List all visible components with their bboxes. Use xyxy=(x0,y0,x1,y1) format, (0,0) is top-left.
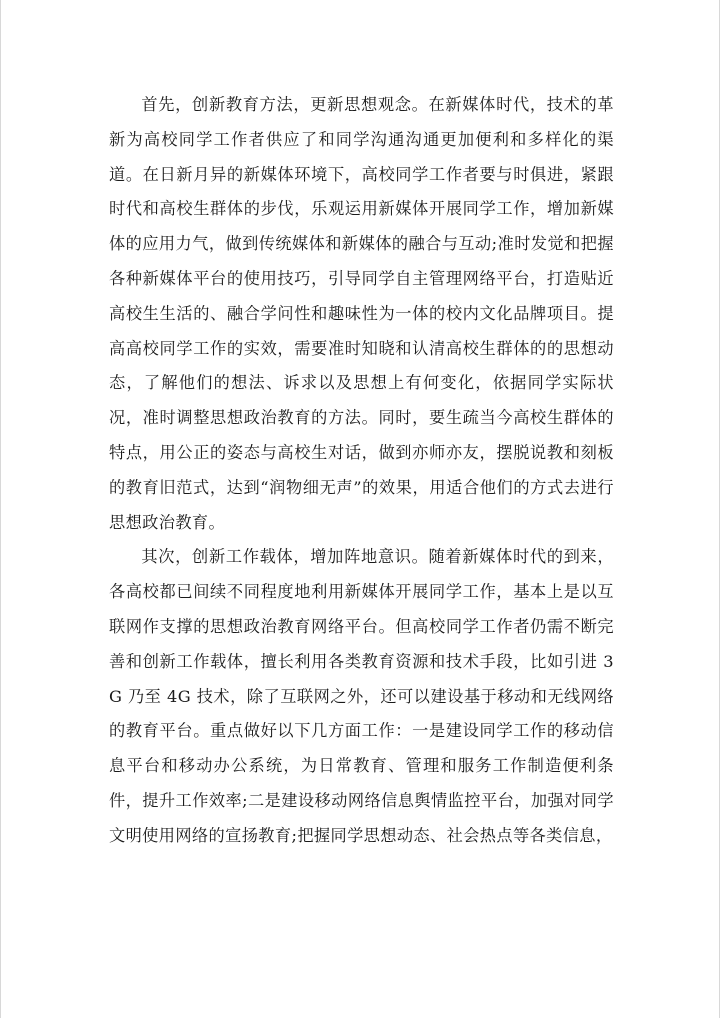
paragraph-carriers: 其次，创新工作载体，增加阵地意识。随着新媒体时代的到来，各高校都已间续不同程度地利用新媒体开展同学工作，基本上是以互联网作支撑的思想政治教育网络平台。但高校同学工作者仍需不断完善和创新工作载体，擅长利用各类教育资源和技术手段，比如引进 3G 乃至 4G 技术，除了互联网之外，还可以建设基于移动和无线网络的教育平台。重点做好以下几方面工作：一是建设同学工作的移动信息平台和移动办公系统，为日常教育、管理和服务工作制造便利条件，提升工作效率;二是建设移动网络信息舆情监控平台，加强对同学文明使用网络的宣扬教育;把握同学思想动态、社会热点等各类信息， xyxy=(109,547,614,845)
document-body xyxy=(109,88,614,854)
paragraph-methods: 首先，创新教育方法，更新思想观念。在新媒体时代，技术的革新为高校同学工作者供应了和同学沟通沟通更加便利和多样化的渠道。在日新月异的新媒体环境下，高校同学工作者要与时俱进，紧跟时代和高校生群体的步伐，乐观运用新媒体开展同学工作，增加新媒体的应用力气，做到传统媒体和新媒体的融合与互动;准时发觉和把握各种新媒体平台的使用技巧，引导同学自主管理网络平台，打造贴近高校生生活的、融合学问性和趣味性为一体的校内文化品牌项目。提高高校同学工作的实效，需要准时知晓和认清高校生群体的的思想动态，了解他们的想法、诉求以及思想上有何变化，依据同学实际状况，准时调整思想政治教育的方法。同时，要生疏当今高校生群体的特点，用公正的姿态与高校生对话，做到亦师亦友，摆脱说教和刻板的教育旧范式，达到“润物细无声”的效果，用适合他们的方式去进行思想政治教育。 xyxy=(109,95,614,532)
